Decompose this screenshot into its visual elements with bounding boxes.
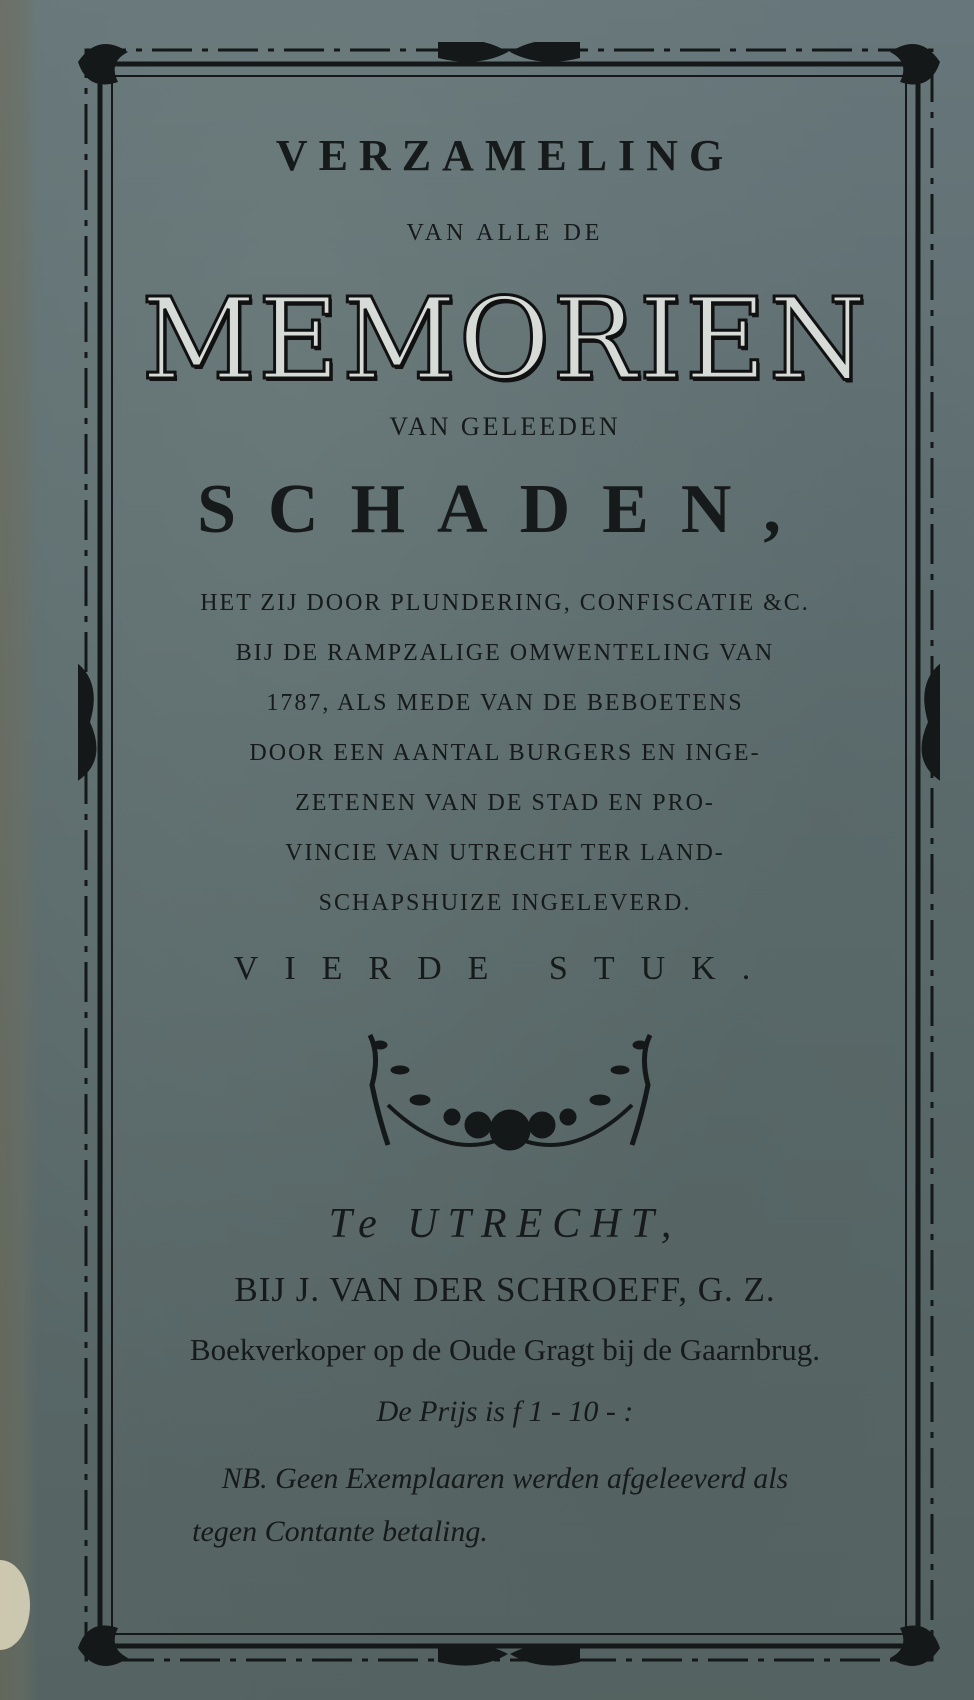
floral-vignette-icon bbox=[360, 1025, 660, 1155]
title-memorien: MEMORIEN bbox=[141, 275, 869, 405]
body-line: DOOR EEN AANTAL BURGERS EN INGE- bbox=[249, 740, 761, 766]
body-line: HET ZIJ DOOR PLUNDERING, CONFISCATIE &C. bbox=[200, 590, 810, 616]
note-line-2: tegen Contante betaling. bbox=[192, 1515, 488, 1548]
imprint-publisher: BIJ J. VAN DER SCHROEFF, G. Z. bbox=[234, 1270, 776, 1309]
title-content bbox=[130, 110, 880, 1610]
body-line: VINCIE VAN UTRECHT TER LAND- bbox=[285, 840, 725, 866]
body-line: SCHAPSHUIZE INGELEVERD. bbox=[318, 890, 692, 916]
title-verzameling: VERZAMELING bbox=[275, 131, 735, 180]
body-line: 1787, ALS MEDE VAN DE BEBOETENS bbox=[266, 690, 744, 716]
note-line-1: NB. Geen Exemplaaren werden afgeleeverd als bbox=[221, 1462, 789, 1495]
paper-edge bbox=[0, 0, 38, 1700]
title-van-geleeden: VAN GELEEDEN bbox=[389, 412, 621, 441]
body-line: ZETENEN VAN DE STAD EN PRO- bbox=[295, 790, 715, 816]
imprint-address: Boekverkoper op de Oude Gragt bij de Gaarnbrug. bbox=[189, 1332, 821, 1367]
body-line: BIJ DE RAMPZALIGE OMWENTELING VAN bbox=[235, 640, 775, 666]
imprint-place: Te UTRECHT, bbox=[328, 1201, 682, 1247]
title-schaden: SCHADEN, bbox=[197, 471, 813, 548]
price-line: De Prijs is f 1 - 10 - : bbox=[376, 1395, 634, 1428]
title-van-alle-de: VAN ALLE DE bbox=[406, 220, 604, 246]
part-label: VIERDE STUK. bbox=[233, 950, 777, 987]
